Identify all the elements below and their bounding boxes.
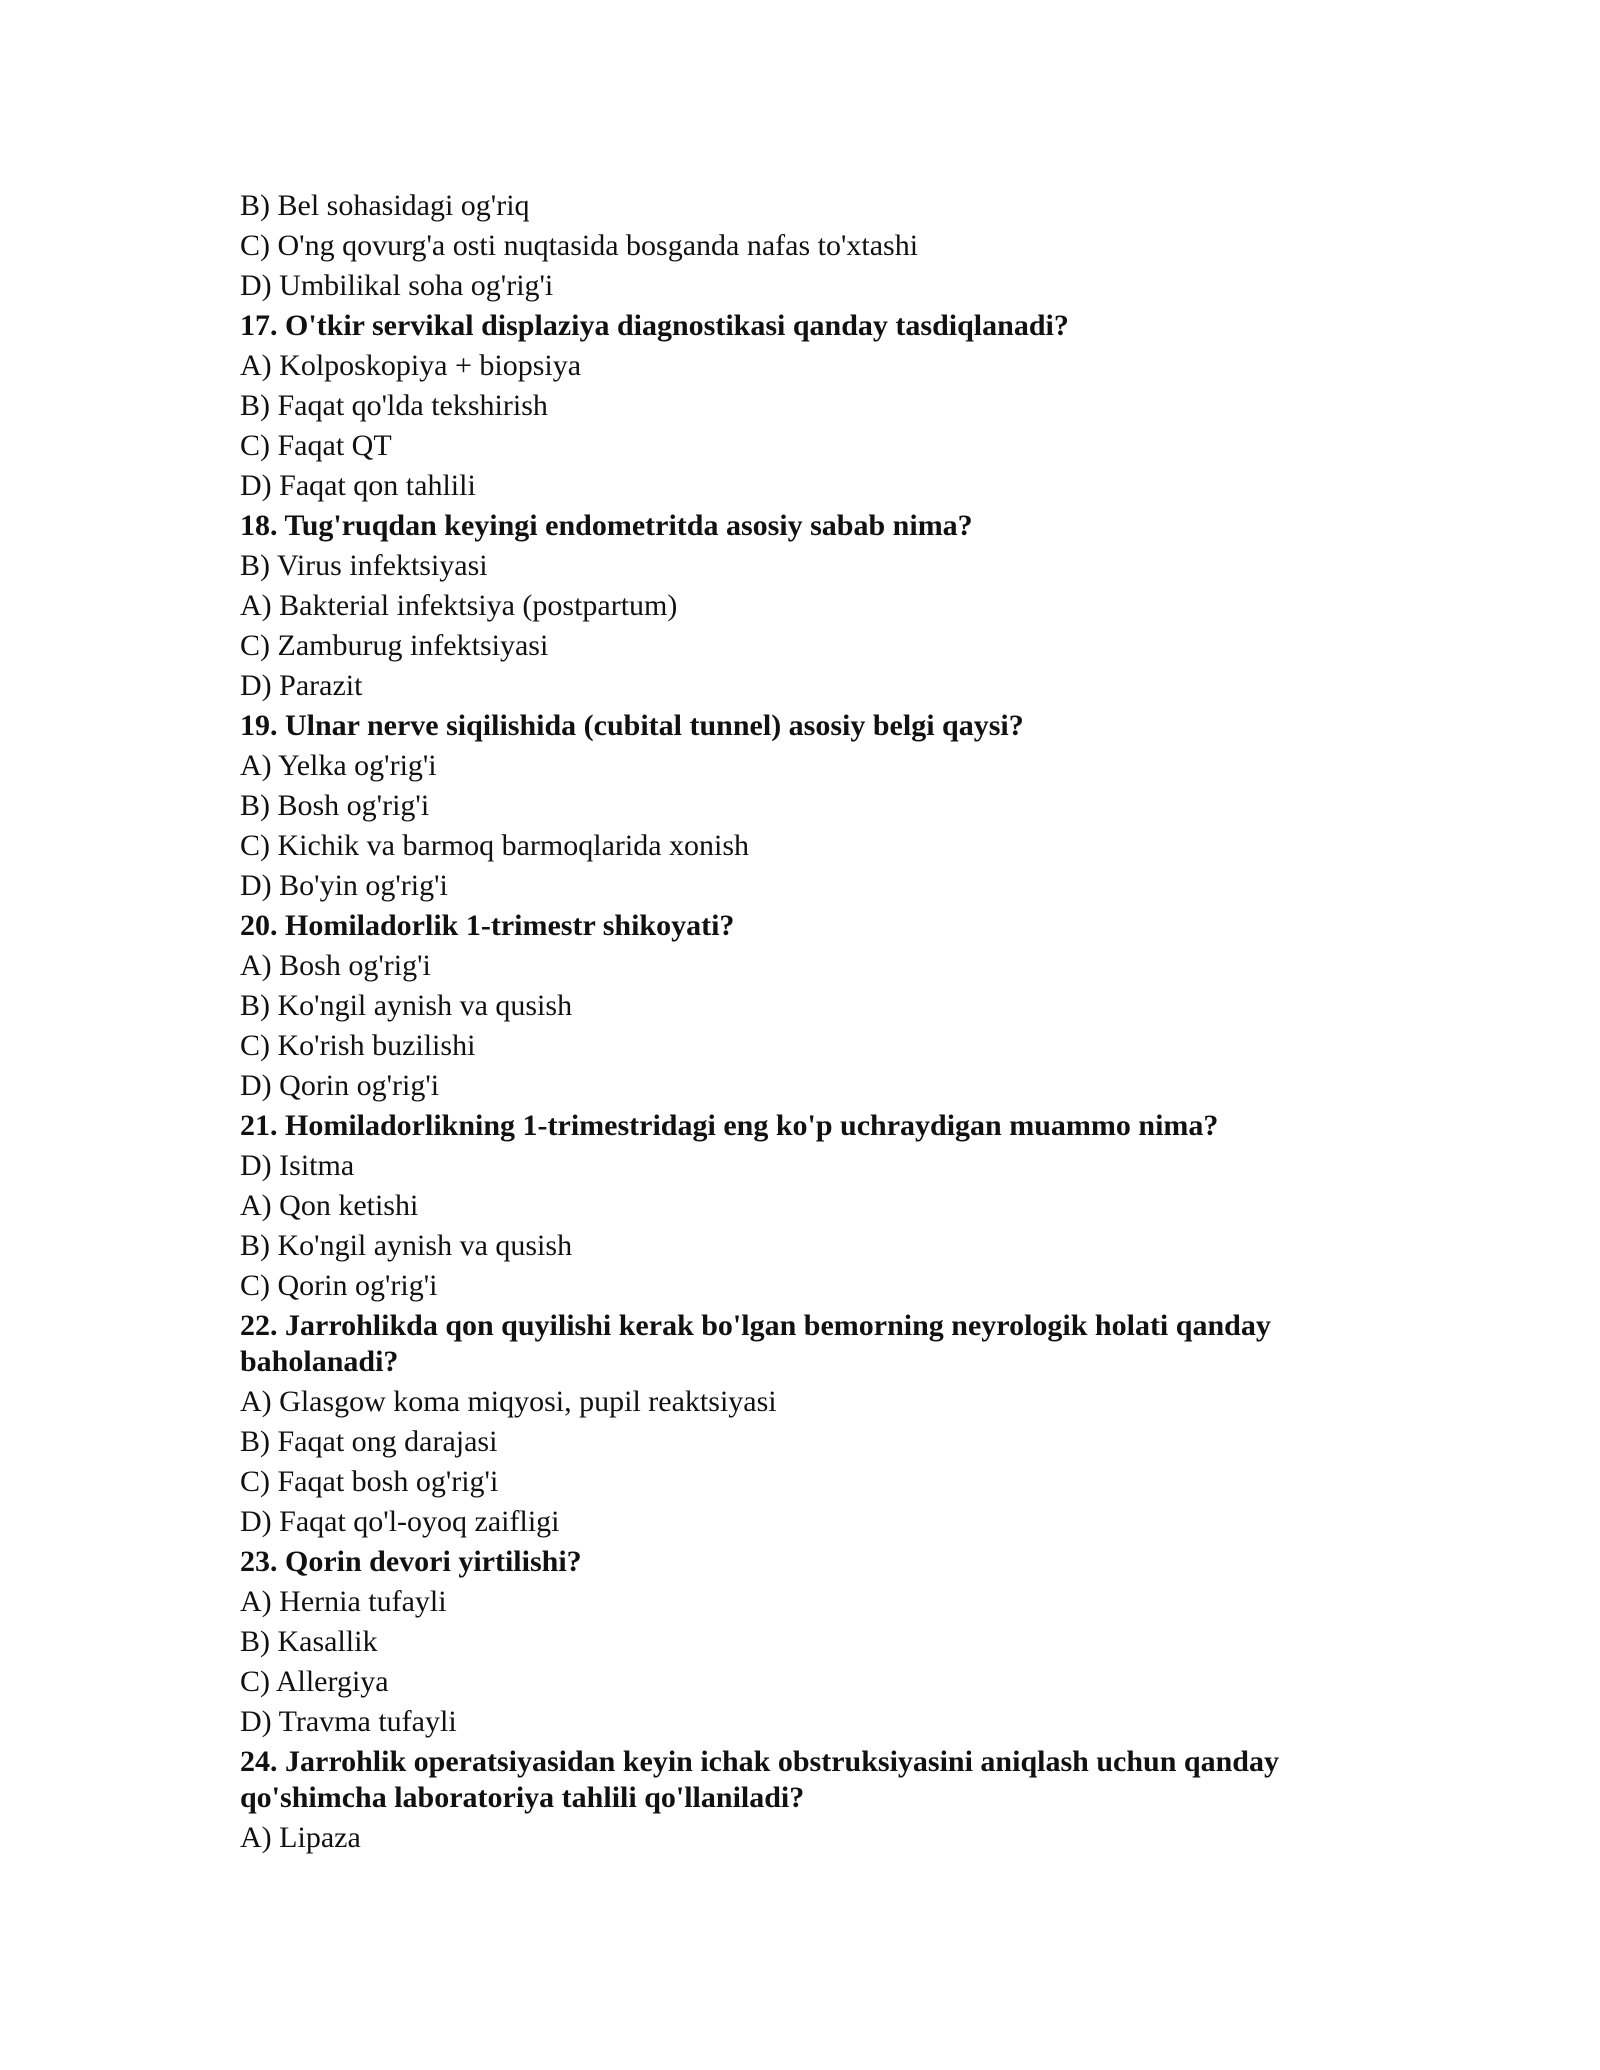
option-line: C) Faqat QT <box>240 429 392 462</box>
question-title: 22. Jarrohlikda qon quyilishi kerak bo'lgan bemorning neyrologik holati qanday baholanadi? <box>240 1309 1271 1378</box>
question-23 <box>240 1542 1360 1742</box>
option-line: D) Faqat qon tahlili <box>240 469 476 502</box>
question-title: 18. Tug'ruqdan keyingi endometritda asosiy sabab nima? <box>240 509 973 542</box>
document-page <box>240 186 1360 1858</box>
option-line: B) Ko'ngil aynish va qusish <box>240 1229 573 1262</box>
lead-options <box>240 186 1360 306</box>
option-line: B) Faqat ong darajasi <box>240 1425 498 1458</box>
question-title: 20. Homiladorlik 1-trimestr shikoyati? <box>240 909 735 942</box>
question-title: 23. Qorin devori yirtilishi? <box>240 1545 582 1578</box>
option-line: A) Kolposkopiya + biopsiya <box>240 349 582 382</box>
option-line: D) Faqat qo'l-oyoq zaifligi <box>240 1505 560 1538</box>
option-line: D) Qorin og'rig'i <box>240 1069 440 1102</box>
option-line: A) Yelka og'rig'i <box>240 749 437 782</box>
option-line: C) Ko'rish buzilishi <box>240 1029 476 1062</box>
question-title: 17. O'tkir servikal displaziya diagnostikasi qanday tasdiqlanadi? <box>240 309 1069 342</box>
option-line: D) Bo'yin og'rig'i <box>240 869 448 902</box>
option-line: C) Zamburug infektsiyasi <box>240 629 549 662</box>
option-line: C) Kichik va barmoq barmoqlarida xonish <box>240 829 750 862</box>
option-line: B) Bosh og'rig'i <box>240 789 430 822</box>
option-line: A) Bakterial infektsiya (postpartum) <box>240 589 678 622</box>
option-line: D) Parazit <box>240 669 363 702</box>
question-18 <box>240 506 1360 706</box>
option-line: A) Bosh og'rig'i <box>240 949 431 982</box>
option-line: A) Lipaza <box>240 1821 361 1854</box>
option-line: D) Isitma <box>240 1149 355 1182</box>
question-17 <box>240 306 1360 506</box>
option-line: A) Glasgow koma miqyosi, pupil reaktsiyasi <box>240 1385 777 1418</box>
option-line: C) Faqat bosh og'rig'i <box>240 1465 499 1498</box>
option-line: D) Umbilikal soha og'rig'i <box>240 269 554 302</box>
question-21 <box>240 1106 1360 1306</box>
option-line: D) Travma tufayli <box>240 1705 457 1738</box>
question-20 <box>240 906 1360 1106</box>
question-title: 24. Jarrohlik operatsiyasidan keyin ichak obstruksiyasini aniqlash uchun qanday qo'shimcha laboratoriya tahlili qo'llaniladi? <box>240 1745 1279 1814</box>
option-line: B) Virus infektsiyasi <box>240 549 488 582</box>
option-line: A) Qon ketishi <box>240 1189 419 1222</box>
option-line: C) O'ng qovurg'a osti nuqtasida bosganda nafas to'xtashi <box>240 229 919 262</box>
question-title: 21. Homiladorlikning 1-trimestridagi eng ko'p uchraydigan muammo nima? <box>240 1109 1219 1142</box>
option-line: B) Bel sohasidagi og'riq <box>240 189 530 222</box>
option-line: C) Allergiya <box>240 1665 389 1698</box>
question-24 <box>240 1742 1360 1858</box>
option-line: B) Kasallik <box>240 1625 378 1658</box>
question-title: 19. Ulnar nerve siqilishida (cubital tunnel) asosiy belgi qaysi? <box>240 709 1024 742</box>
option-line: A) Hernia tufayli <box>240 1585 447 1618</box>
option-line: B) Faqat qo'lda tekshirish <box>240 389 548 422</box>
option-line: C) Qorin og'rig'i <box>240 1269 438 1302</box>
option-line: B) Ko'ngil aynish va qusish <box>240 989 573 1022</box>
question-19 <box>240 706 1360 906</box>
question-22 <box>240 1306 1360 1542</box>
